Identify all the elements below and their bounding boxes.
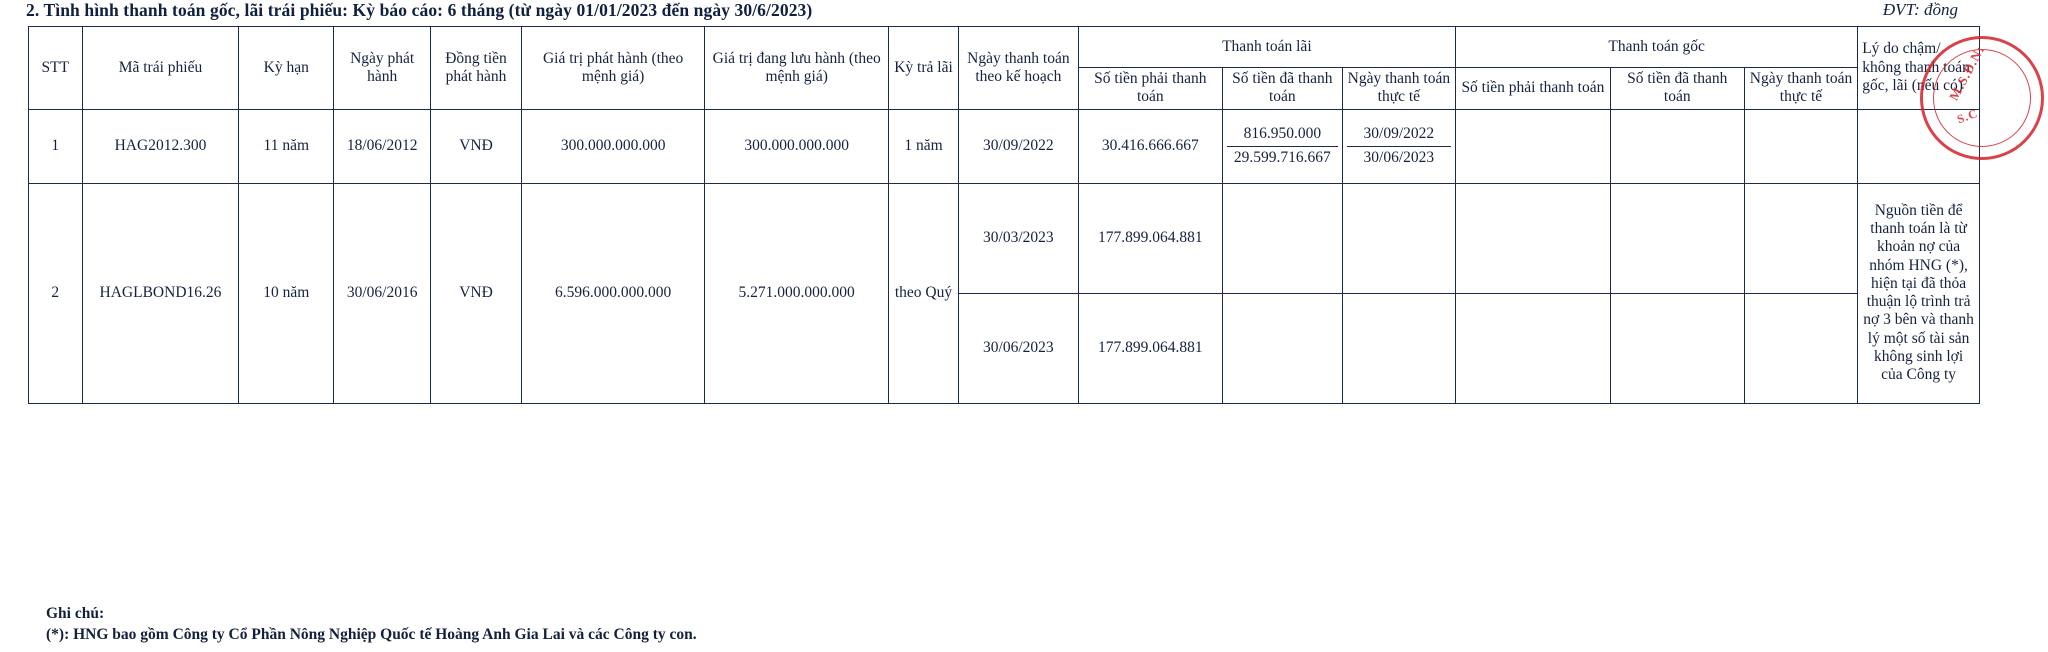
header-principal-actual-date: Ngày thanh toán thực tế — [1744, 68, 1857, 110]
header-bond-code: Mã trái phiếu — [82, 27, 239, 110]
cell-stt: 1 — [29, 109, 83, 183]
cell-reason: Nguồn tiền để thanh toán là từ khoản nợ của nhóm HNG (*), hiện tại đã thỏa thuận lộ trình trả nợ 3 bên và thanh lý một số tài sản không sinh lợi của Công ty — [1858, 183, 1980, 403]
header-planned-payment-date: Ngày thanh toán theo kế hoạch — [959, 27, 1079, 110]
cell-principal-actual-date — [1744, 183, 1857, 293]
title-row — [26, 0, 2028, 26]
header-outstanding-value: Giá trị đang lưu hành (theo mệnh giá) — [705, 27, 889, 110]
cell-principal-paid — [1610, 293, 1744, 403]
table-row — [29, 183, 1980, 293]
header-interest-actual-date: Ngày thanh toán thực tế — [1342, 68, 1455, 110]
cell-interest-paid-2: 29.599.716.667 — [1233, 148, 1331, 166]
cell-currency: VNĐ — [431, 183, 522, 403]
cell-issue-date: 30/06/2016 — [334, 183, 431, 403]
cell-issue-value: 6.596.000.000.000 — [521, 183, 705, 403]
header-issue-date: Ngày phát hành — [334, 27, 431, 110]
header-interest-amount-payable: Số tiền phải thanh toán — [1078, 68, 1222, 110]
cell-planned-payment-date: 30/09/2022 — [959, 109, 1079, 183]
cell-principal-payable — [1456, 109, 1611, 183]
cell-interest-actual-date — [1342, 293, 1455, 403]
page-title: 2. Tình hình thanh toán gốc, lãi trái phiếu: Kỳ báo cáo: 6 tháng (từ ngày 01/01/2023 đến ngày 30/6/2023) — [26, 0, 813, 20]
cell-interest-payable: 177.899.064.881 — [1078, 293, 1222, 403]
cell-principal-payable — [1456, 183, 1611, 293]
cell-interest-paid-split — [1223, 109, 1343, 183]
cell-interest-paid — [1223, 183, 1343, 293]
cell-issue-value: 300.000.000.000 — [521, 109, 705, 183]
company-seal-stamp — [1920, 36, 2044, 160]
note-label: Ghi chú: — [46, 605, 105, 623]
cell-principal-paid — [1610, 183, 1744, 293]
seal-line-1: M.S.Đ.N: — [1945, 42, 1988, 103]
cell-interest-actual-date — [1342, 183, 1455, 293]
cell-stt: 2 — [29, 183, 83, 403]
header-term: Kỳ hạn — [239, 27, 334, 110]
cell-outstanding-value: 5.271.000.000.000 — [705, 183, 889, 403]
cell-principal-payable — [1456, 293, 1611, 403]
unit-label: ĐVT: đồng — [1882, 0, 1958, 19]
cell-interest-period: theo Quý — [888, 183, 958, 403]
seal-text — [1923, 39, 2041, 157]
cell-interest-paid-1: 816.950.000 — [1227, 123, 1338, 146]
header-currency: Đồng tiền phát hành — [431, 27, 522, 110]
seal-line-2: S.C — [1955, 105, 1980, 127]
cell-bond-code: HAG2012.300 — [82, 109, 239, 183]
header-principal-amount-paid: Số tiền đã thanh toán — [1610, 68, 1744, 110]
bond-payment-table — [28, 26, 1980, 404]
bond-payment-table-wrapper — [28, 26, 1980, 404]
cell-principal-actual-date — [1744, 109, 1857, 183]
cell-planned-payment-date: 30/06/2023 — [959, 293, 1079, 403]
cell-interest-actual-date-1: 30/09/2022 — [1347, 123, 1451, 146]
cell-interest-actual-date-2: 30/06/2023 — [1363, 148, 1435, 166]
cell-interest-payable: 177.899.064.881 — [1078, 183, 1222, 293]
header-interest-period: Kỳ trả lãi — [888, 27, 958, 110]
cell-planned-payment-date: 30/03/2023 — [959, 183, 1079, 293]
cell-interest-period: 1 năm — [888, 109, 958, 183]
cell-currency: VNĐ — [431, 109, 522, 183]
cell-issue-date: 18/06/2012 — [334, 109, 431, 183]
header-principal-payment-group: Thanh toán gốc — [1456, 27, 1858, 68]
cell-bond-code: HAGLBOND16.26 — [82, 183, 239, 403]
table-header-row-1 — [29, 27, 1980, 68]
header-interest-amount-paid: Số tiền đã thanh toán — [1223, 68, 1343, 110]
cell-interest-actual-date-split — [1342, 109, 1455, 183]
cell-principal-paid — [1610, 109, 1744, 183]
cell-term: 11 năm — [239, 109, 334, 183]
header-principal-amount-payable: Số tiền phải thanh toán — [1456, 68, 1611, 110]
table-row — [29, 109, 1980, 183]
cell-interest-paid — [1223, 293, 1343, 403]
header-stt: STT — [29, 27, 83, 110]
header-interest-payment-group: Thanh toán lãi — [1078, 27, 1455, 68]
header-reason: Lý do chậm/ không thanh toán gốc, lãi (nếu có) — [1858, 27, 1980, 110]
cell-outstanding-value: 300.000.000.000 — [705, 109, 889, 183]
header-issue-value: Giá trị phát hành (theo mệnh giá) — [521, 27, 705, 110]
cell-term: 10 năm — [239, 183, 334, 403]
cell-interest-payable: 30.416.666.667 — [1078, 109, 1222, 183]
cell-principal-actual-date — [1744, 293, 1857, 403]
note-line-1: (*): HNG bao gồm Công ty Cổ Phần Nông Nghiệp Quốc tế Hoàng Anh Gia Lai và các Công ty con. — [46, 626, 697, 644]
